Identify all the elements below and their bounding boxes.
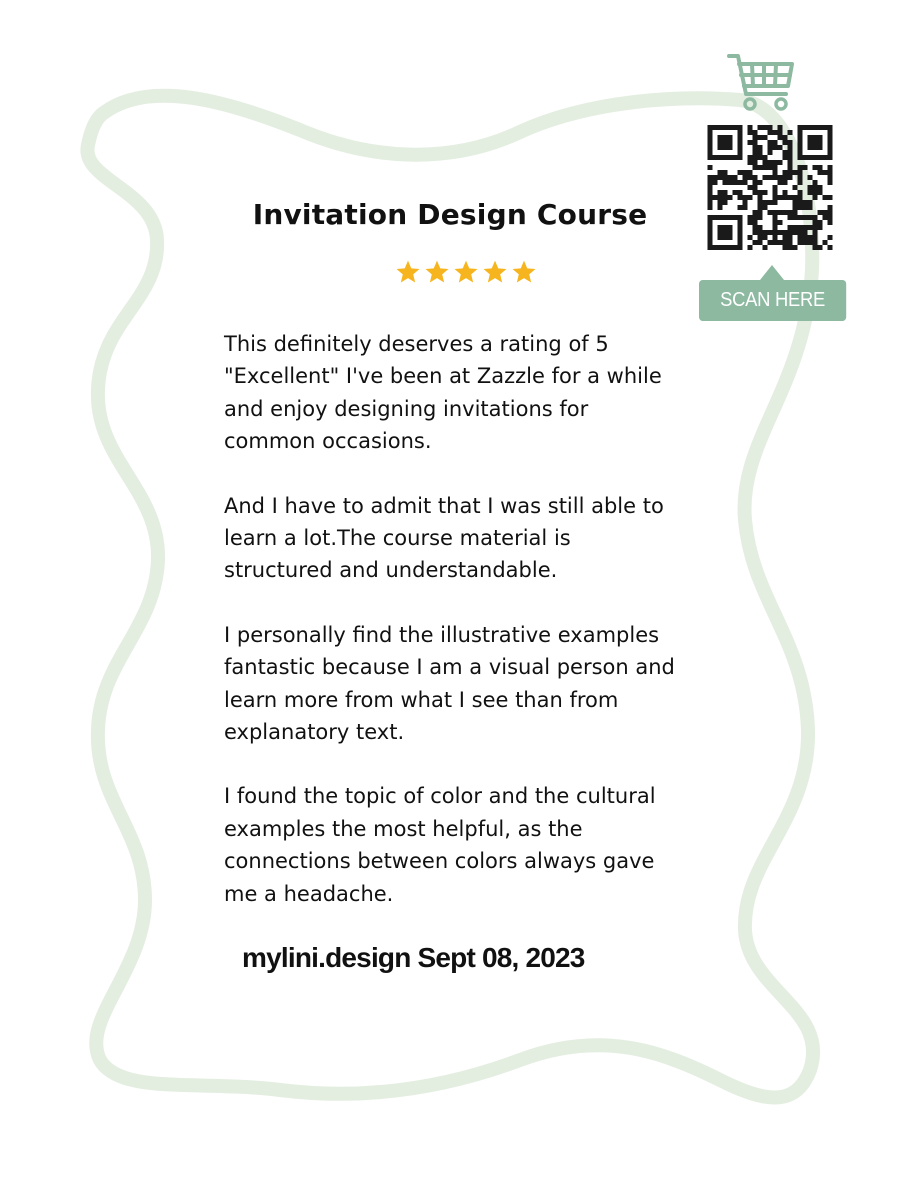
- review-paragraph: This definitely deserves a rating of 5 "Excellent" I've been at Zazzle for a while and enjoy designing invitations for common occasions.: [224, 332, 662, 454]
- review-paragraph: I found the topic of color and the cultural examples the most helpful, as the connections between colors always gave me a headache.: [224, 784, 656, 906]
- star-icon: [395, 259, 421, 285]
- review-paragraph: I personally find the illustrative examples fantastic because I am a visual person and learn more from what I see than from explanatory text.: [224, 622, 675, 745]
- star-icon: [511, 259, 537, 285]
- star-icon: [453, 259, 479, 285]
- scan-pointer: [760, 265, 784, 280]
- star-icon: [482, 259, 508, 285]
- review-body: [224, 328, 684, 942]
- review-paragraph: And I have to admit that I was still able to learn a lot.The course material is structured and understandable.: [224, 493, 664, 583]
- star-icon: [424, 259, 450, 285]
- qr-code[interactable]: [706, 125, 834, 250]
- review-title: Invitation Design Course: [252, 198, 648, 231]
- shopping-cart-icon: [726, 52, 796, 112]
- rating-stars: [395, 259, 545, 287]
- scan-here-button[interactable]: SCAN HERE: [699, 280, 846, 321]
- review-signature: mylini.design Sept 08, 2023: [242, 942, 585, 973]
